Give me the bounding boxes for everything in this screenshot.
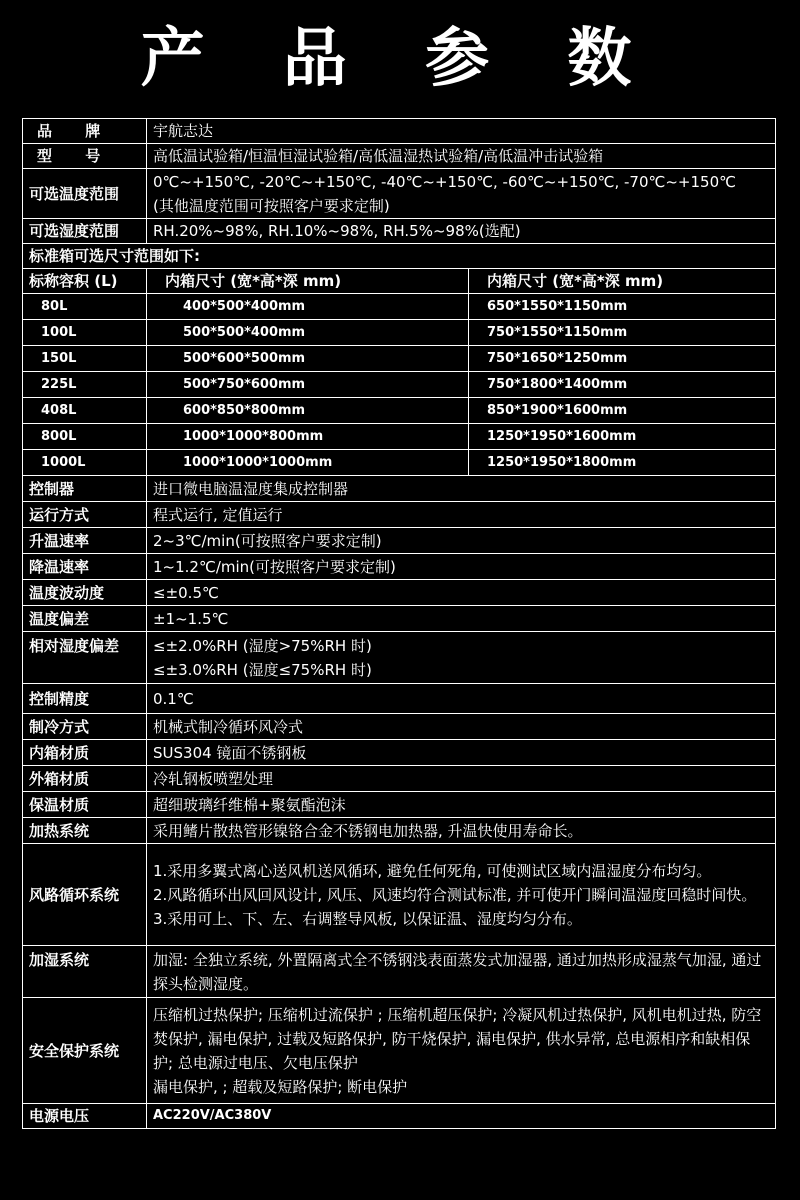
safety-value (147, 998, 776, 1104)
size-header-inner: 内箱尺寸 (宽*高*深 mm) (147, 269, 469, 294)
cooling-mode-value: 机械式制冷循环风冷式 (147, 714, 776, 740)
model-value: 高低温试验箱/恒温恒湿试验箱/高低温湿热试验箱/高低温冲击试验箱 (147, 144, 776, 169)
humidity-dev-line: ≤±3.0%RH (湿度≤75%RH 时) (153, 660, 372, 679)
size-outer: 750*1800*1400mm (469, 372, 776, 398)
size-volume: 150L (23, 346, 147, 372)
air-circ-line: 1.采用多翼式离心送风机送风循环, 避免任何死角, 可使测试区域内温湿度分布均匀。 (153, 861, 712, 880)
humidity-range-label: 可选湿度范围 (23, 219, 147, 244)
humidify-value: 加湿: 全独立系统, 外置隔离式全不锈钢浅表面蒸发式加湿器, 通过加热形成湿蒸气加湿, 通过探头检测湿度。 (147, 946, 776, 998)
size-outer: 750*1550*1150mm (469, 320, 776, 346)
size-volume: 800L (23, 424, 147, 450)
size-inner: 1000*1000*800mm (147, 424, 469, 450)
temp-range-label: 可选温度范围 (23, 169, 147, 219)
cool-rate-value: 1~1.2℃/min(可按照客户要求定制) (147, 554, 776, 580)
size-inner: 1000*1000*1000mm (147, 450, 469, 476)
heating-label: 加热系统 (23, 818, 147, 844)
size-header-volume: 标称容积 (L) (23, 269, 147, 294)
size-header-outer: 内箱尺寸 (宽*高*深 mm) (469, 269, 776, 294)
air-circ-label: 风路循环系统 (23, 844, 147, 946)
safety-text: 压缩机过热保护; 压缩机过流保护 ; 压缩机超压保护; 冷凝风机过热保护, 风机电机过热, 防空焚保护, 漏电保护, 过载及短路保护, 防干烧保护, 漏电保护, 供水异常, 总电源相序和缺相保护; 总电源过电压、欠电压保护 (153, 1005, 762, 1072)
size-inner: 500*600*500mm (147, 346, 469, 372)
humidify-label: 加湿系统 (23, 946, 147, 998)
temp-range-line: 0℃~+150℃, -20℃~+150℃, -40℃~+150℃, -60℃~+150℃, -70℃~+150℃ (153, 172, 736, 191)
control-precision-value: 0.1℃ (147, 684, 776, 714)
inner-material-label: 内箱材质 (23, 740, 147, 766)
size-volume: 1000L (23, 450, 147, 476)
inner-material-value: SUS304 镜面不锈钢板 (147, 740, 776, 766)
insulation-label: 保温材质 (23, 792, 147, 818)
size-inner: 600*850*800mm (147, 398, 469, 424)
controller-value: 进口微电脑温湿度集成控制器 (147, 476, 776, 502)
brand-value: 宇航志达 (147, 119, 776, 144)
run-mode-value: 程式运行, 定值运行 (147, 502, 776, 528)
temp-dev-label: 温度偏差 (23, 606, 147, 632)
insulation-value: 超细玻璃纤维棉+聚氨酯泡沫 (147, 792, 776, 818)
size-volume: 80L (23, 294, 147, 320)
air-circ-line: 2.风路循环出风回风设计, 风压、风速均符合测试标准, 并可使开门瞬间温湿度回稳时间快。 (153, 885, 757, 904)
size-outer: 650*1550*1150mm (469, 294, 776, 320)
outer-material-label: 外箱材质 (23, 766, 147, 792)
cooling-mode-label: 制冷方式 (23, 714, 147, 740)
humidity-dev-label: 相对湿度偏差 (23, 632, 147, 684)
size-inner: 400*500*400mm (147, 294, 469, 320)
size-volume: 100L (23, 320, 147, 346)
size-volume: 225L (23, 372, 147, 398)
size-outer: 1250*1950*1600mm (469, 424, 776, 450)
heating-value: 采用鳍片散热管形镍铬合金不锈钢电加热器, 升温快使用寿命长。 (147, 818, 776, 844)
temp-range-value (147, 169, 776, 219)
control-precision-label: 控制精度 (23, 684, 147, 714)
temp-range-note: (其他温度范围可按照客户要求定制) (153, 196, 390, 215)
temp-fluct-value: ≤±0.5℃ (147, 580, 776, 606)
cool-rate-label: 降温速率 (23, 554, 147, 580)
air-circ-line: 3.采用可上、下、左、右调整导风板, 以保证温、湿度均匀分布。 (153, 909, 582, 928)
safety-label: 安全保护系统 (23, 998, 147, 1104)
temp-fluct-label: 温度波动度 (23, 580, 147, 606)
power-label: 电源电压 (23, 1104, 147, 1129)
size-outer: 850*1900*1600mm (469, 398, 776, 424)
run-mode-label: 运行方式 (23, 502, 147, 528)
heat-rate-label: 升温速率 (23, 528, 147, 554)
size-section-title: 标准箱可选尺寸范围如下: (23, 244, 776, 269)
safety-extra: 漏电保护, ; 超载及短路保护; 断电保护 (153, 1077, 408, 1096)
power-value: AC220V/AC380V (147, 1104, 776, 1129)
model-label: 型 号 (23, 144, 147, 169)
size-inner: 500*500*400mm (147, 320, 469, 346)
controller-label: 控制器 (23, 476, 147, 502)
spec-table (22, 118, 776, 1129)
outer-material-value: 冷轧钢板喷塑处理 (147, 766, 776, 792)
page-title: 产 品 参 数 (140, 22, 660, 96)
humidity-dev-line: ≤±2.0%RH (湿度>75%RH 时) (153, 636, 372, 655)
size-inner: 500*750*600mm (147, 372, 469, 398)
humidity-dev-value (147, 632, 776, 684)
size-outer: 750*1650*1250mm (469, 346, 776, 372)
size-volume: 408L (23, 398, 147, 424)
temp-dev-value: ±1~1.5℃ (147, 606, 776, 632)
heat-rate-value: 2~3℃/min(可按照客户要求定制) (147, 528, 776, 554)
size-outer: 1250*1950*1800mm (469, 450, 776, 476)
brand-label: 品 牌 (23, 119, 147, 144)
air-circ-value (147, 844, 776, 946)
humidity-range-value: RH.20%~98%, RH.10%~98%, RH.5%~98%(选配) (147, 219, 776, 244)
